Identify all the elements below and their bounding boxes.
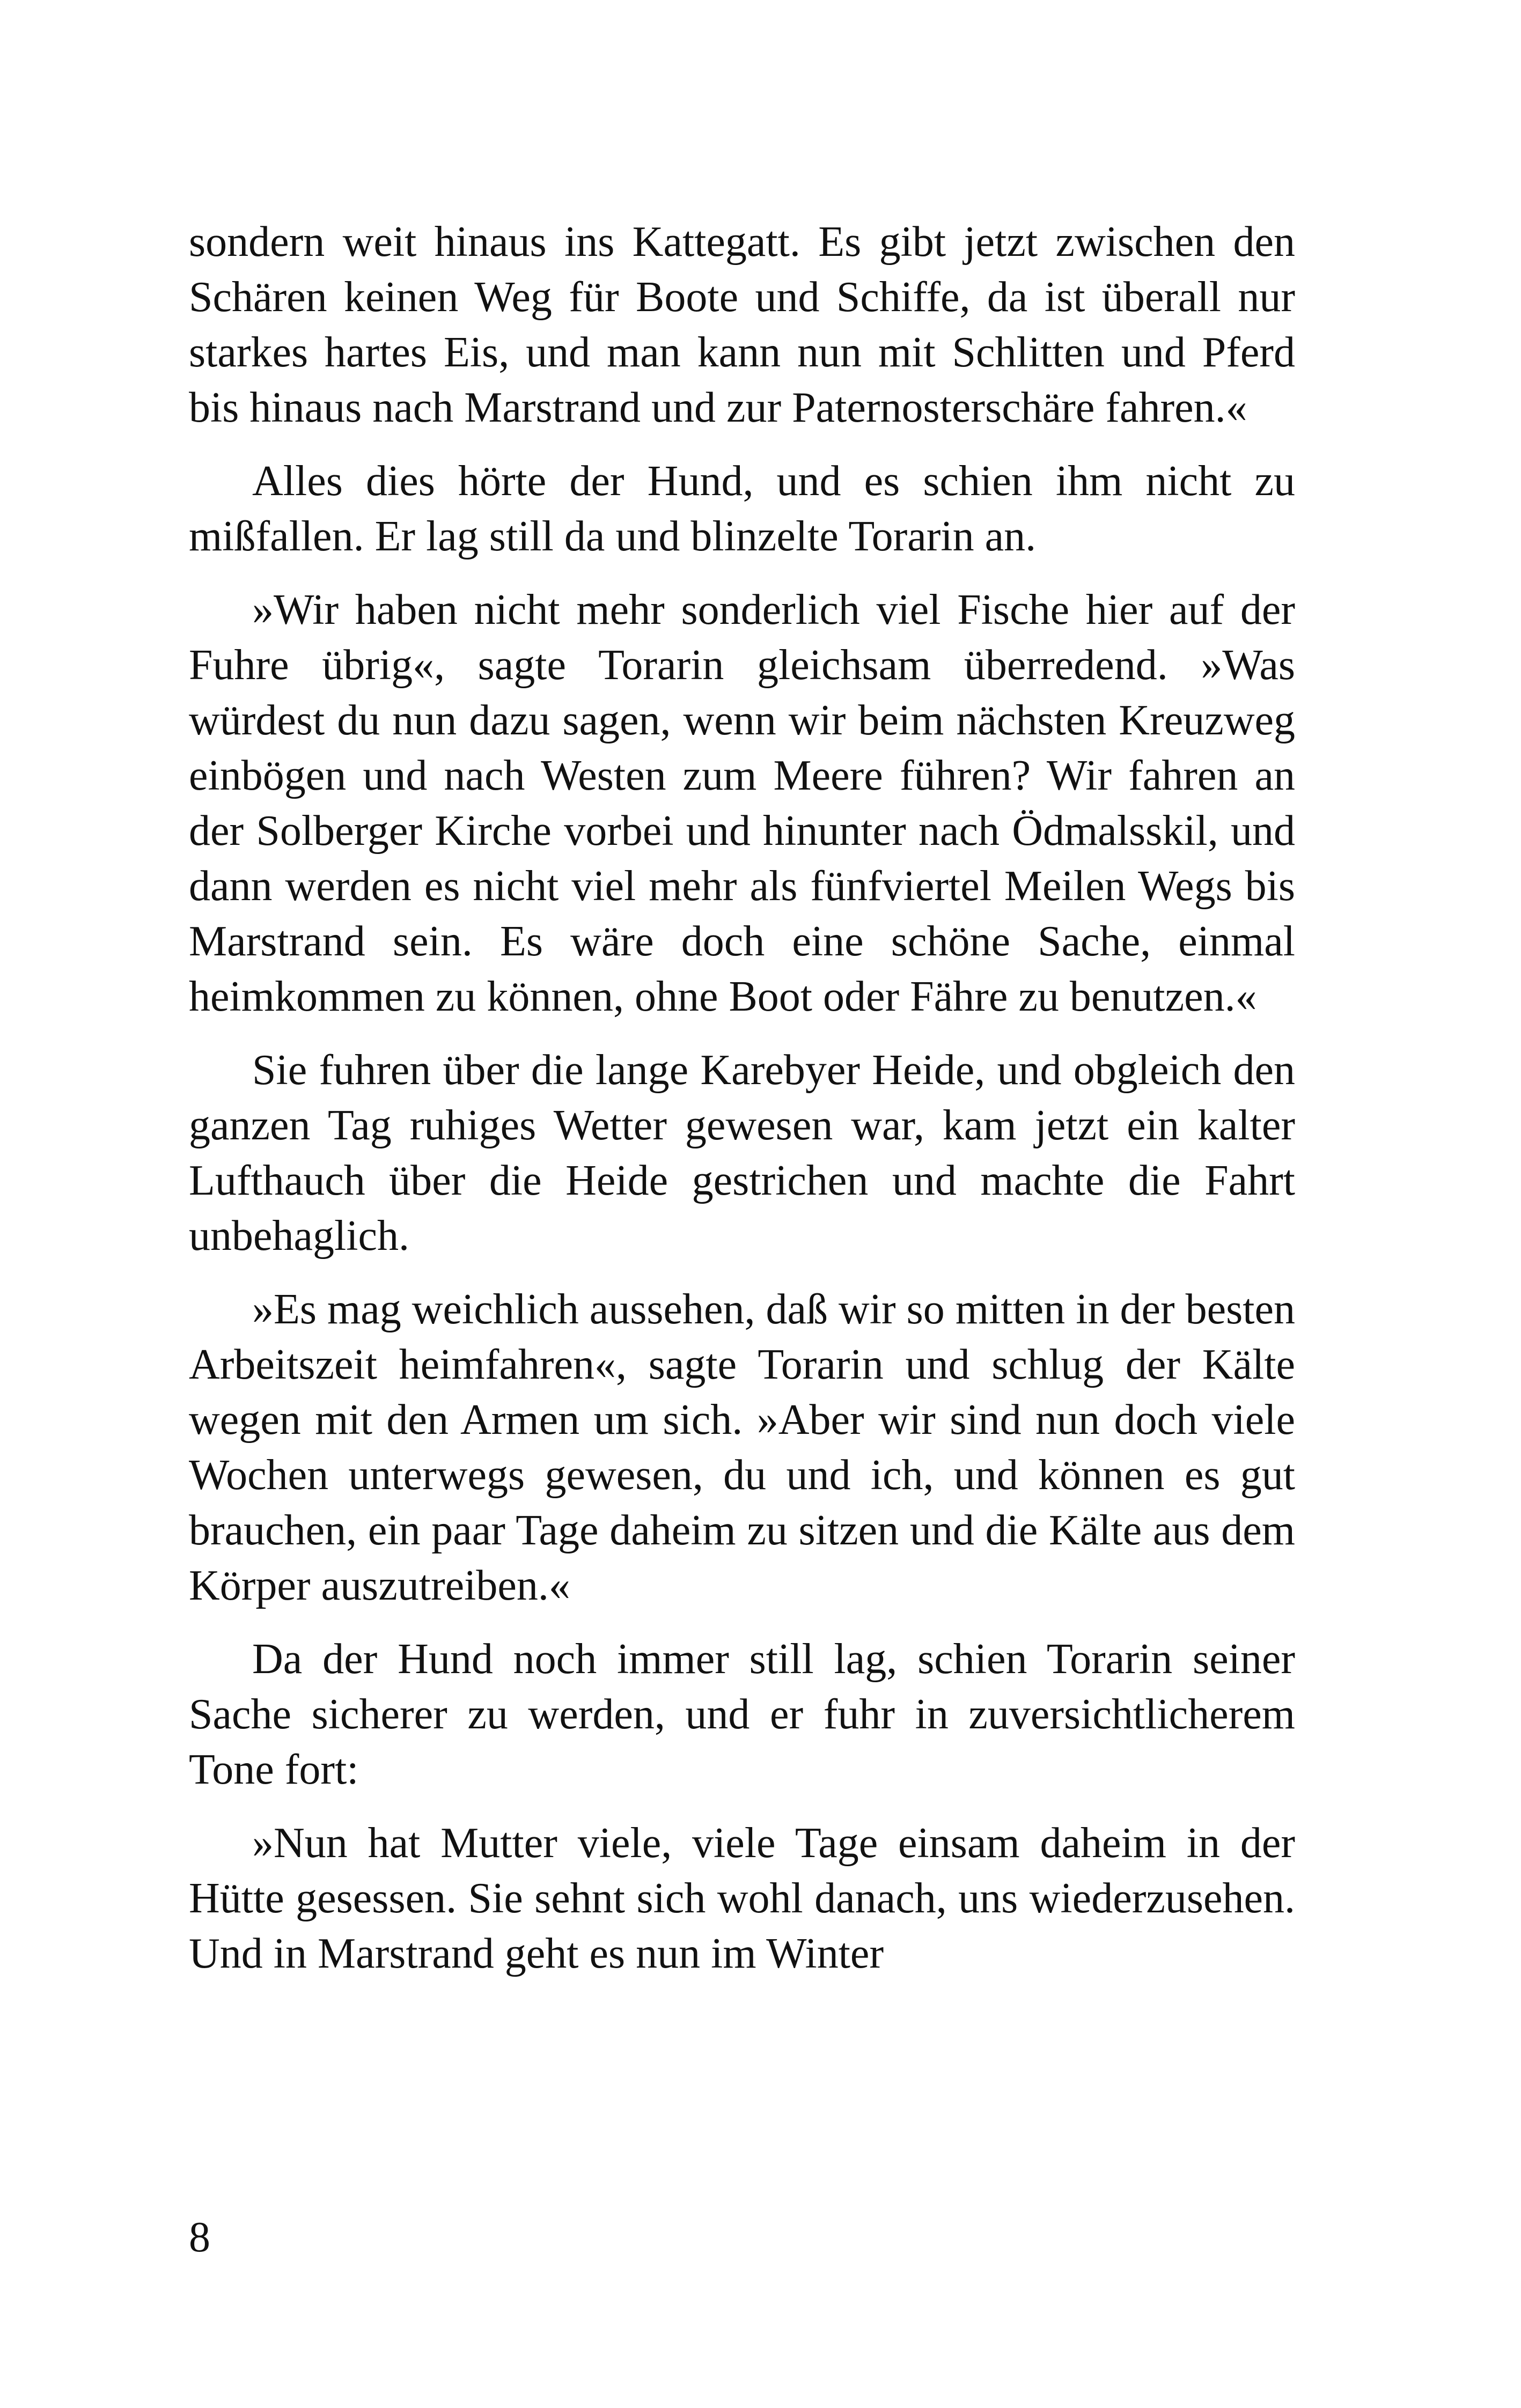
page-number: 8 [189, 2214, 210, 2261]
body-text [189, 215, 1295, 2000]
paragraph: »Es mag weichlich aussehen, daß wir so mitten in der besten Arbeitszeit heimfahren«, sagte Torarin und schlug der Kälte wegen mit den Armen um sich. »Aber wir sind nun doch viele Wochen unterwegs gewesen, du und ich, und können es gut brauchen, ein paar Tage daheim zu sitzen und die Kälte aus dem Körper auszutreiben.« [189, 1286, 1295, 1609]
paragraph: »Nun hat Mutter viele, viele Tage einsam daheim in der Hütte gesessen. Sie sehnt sich wohl danach, uns wiederzusehen. Und in Marstrand geht es nun im Winter [189, 1820, 1295, 1977]
paragraph: Da der Hund noch immer still lag, schien Torarin seiner Sache sicherer zu werden, und er fuhr in zuversichtlicherem Tone fort: [189, 1636, 1295, 1793]
paragraph-continuation: sondern weit hinaus ins Kattegatt. Es gibt jetzt zwischen den Schären keinen Weg für Boote und Schiffe, da ist überall nur starkes hartes Eis, und man kann nun mit Schlitten und Pferd bis hinaus nach Marstrand und zur Paternosterschäre fahren.« [189, 218, 1295, 431]
paragraph: Sie fuhren über die lange Karebyer Heide, und obgleich den ganzen Tag ruhiges Wetter gewesen war, kam jetzt ein kalter Lufthauch über die Heide gestrichen und machte die Fahrt unbehaglich. [189, 1047, 1295, 1260]
paragraph: »Wir haben nicht mehr sonderlich viel Fische hier auf der Fuhre übrig«, sagte Torarin gleichsam überredend. »Was würdest du nun dazu sagen, wenn wir beim nächsten Kreuzweg einbögen und nach Westen zum Meere führen? Wir fahren an der Solberger Kirche vorbei und hinunter nach Ödmalsskil, und dann werden es nicht viel mehr als fünfviertel Meilen Wegs bis Marstrand sein. Es wäre doch eine schöne Sache, einmal heimkommen zu können, ohne Boot oder Fähre zu benutzen.« [189, 586, 1295, 1020]
paragraph: Alles dies hörte der Hund, und es schien ihm nicht zu mißfallen. Er lag still da und blinzelte Torarin an. [189, 458, 1295, 560]
